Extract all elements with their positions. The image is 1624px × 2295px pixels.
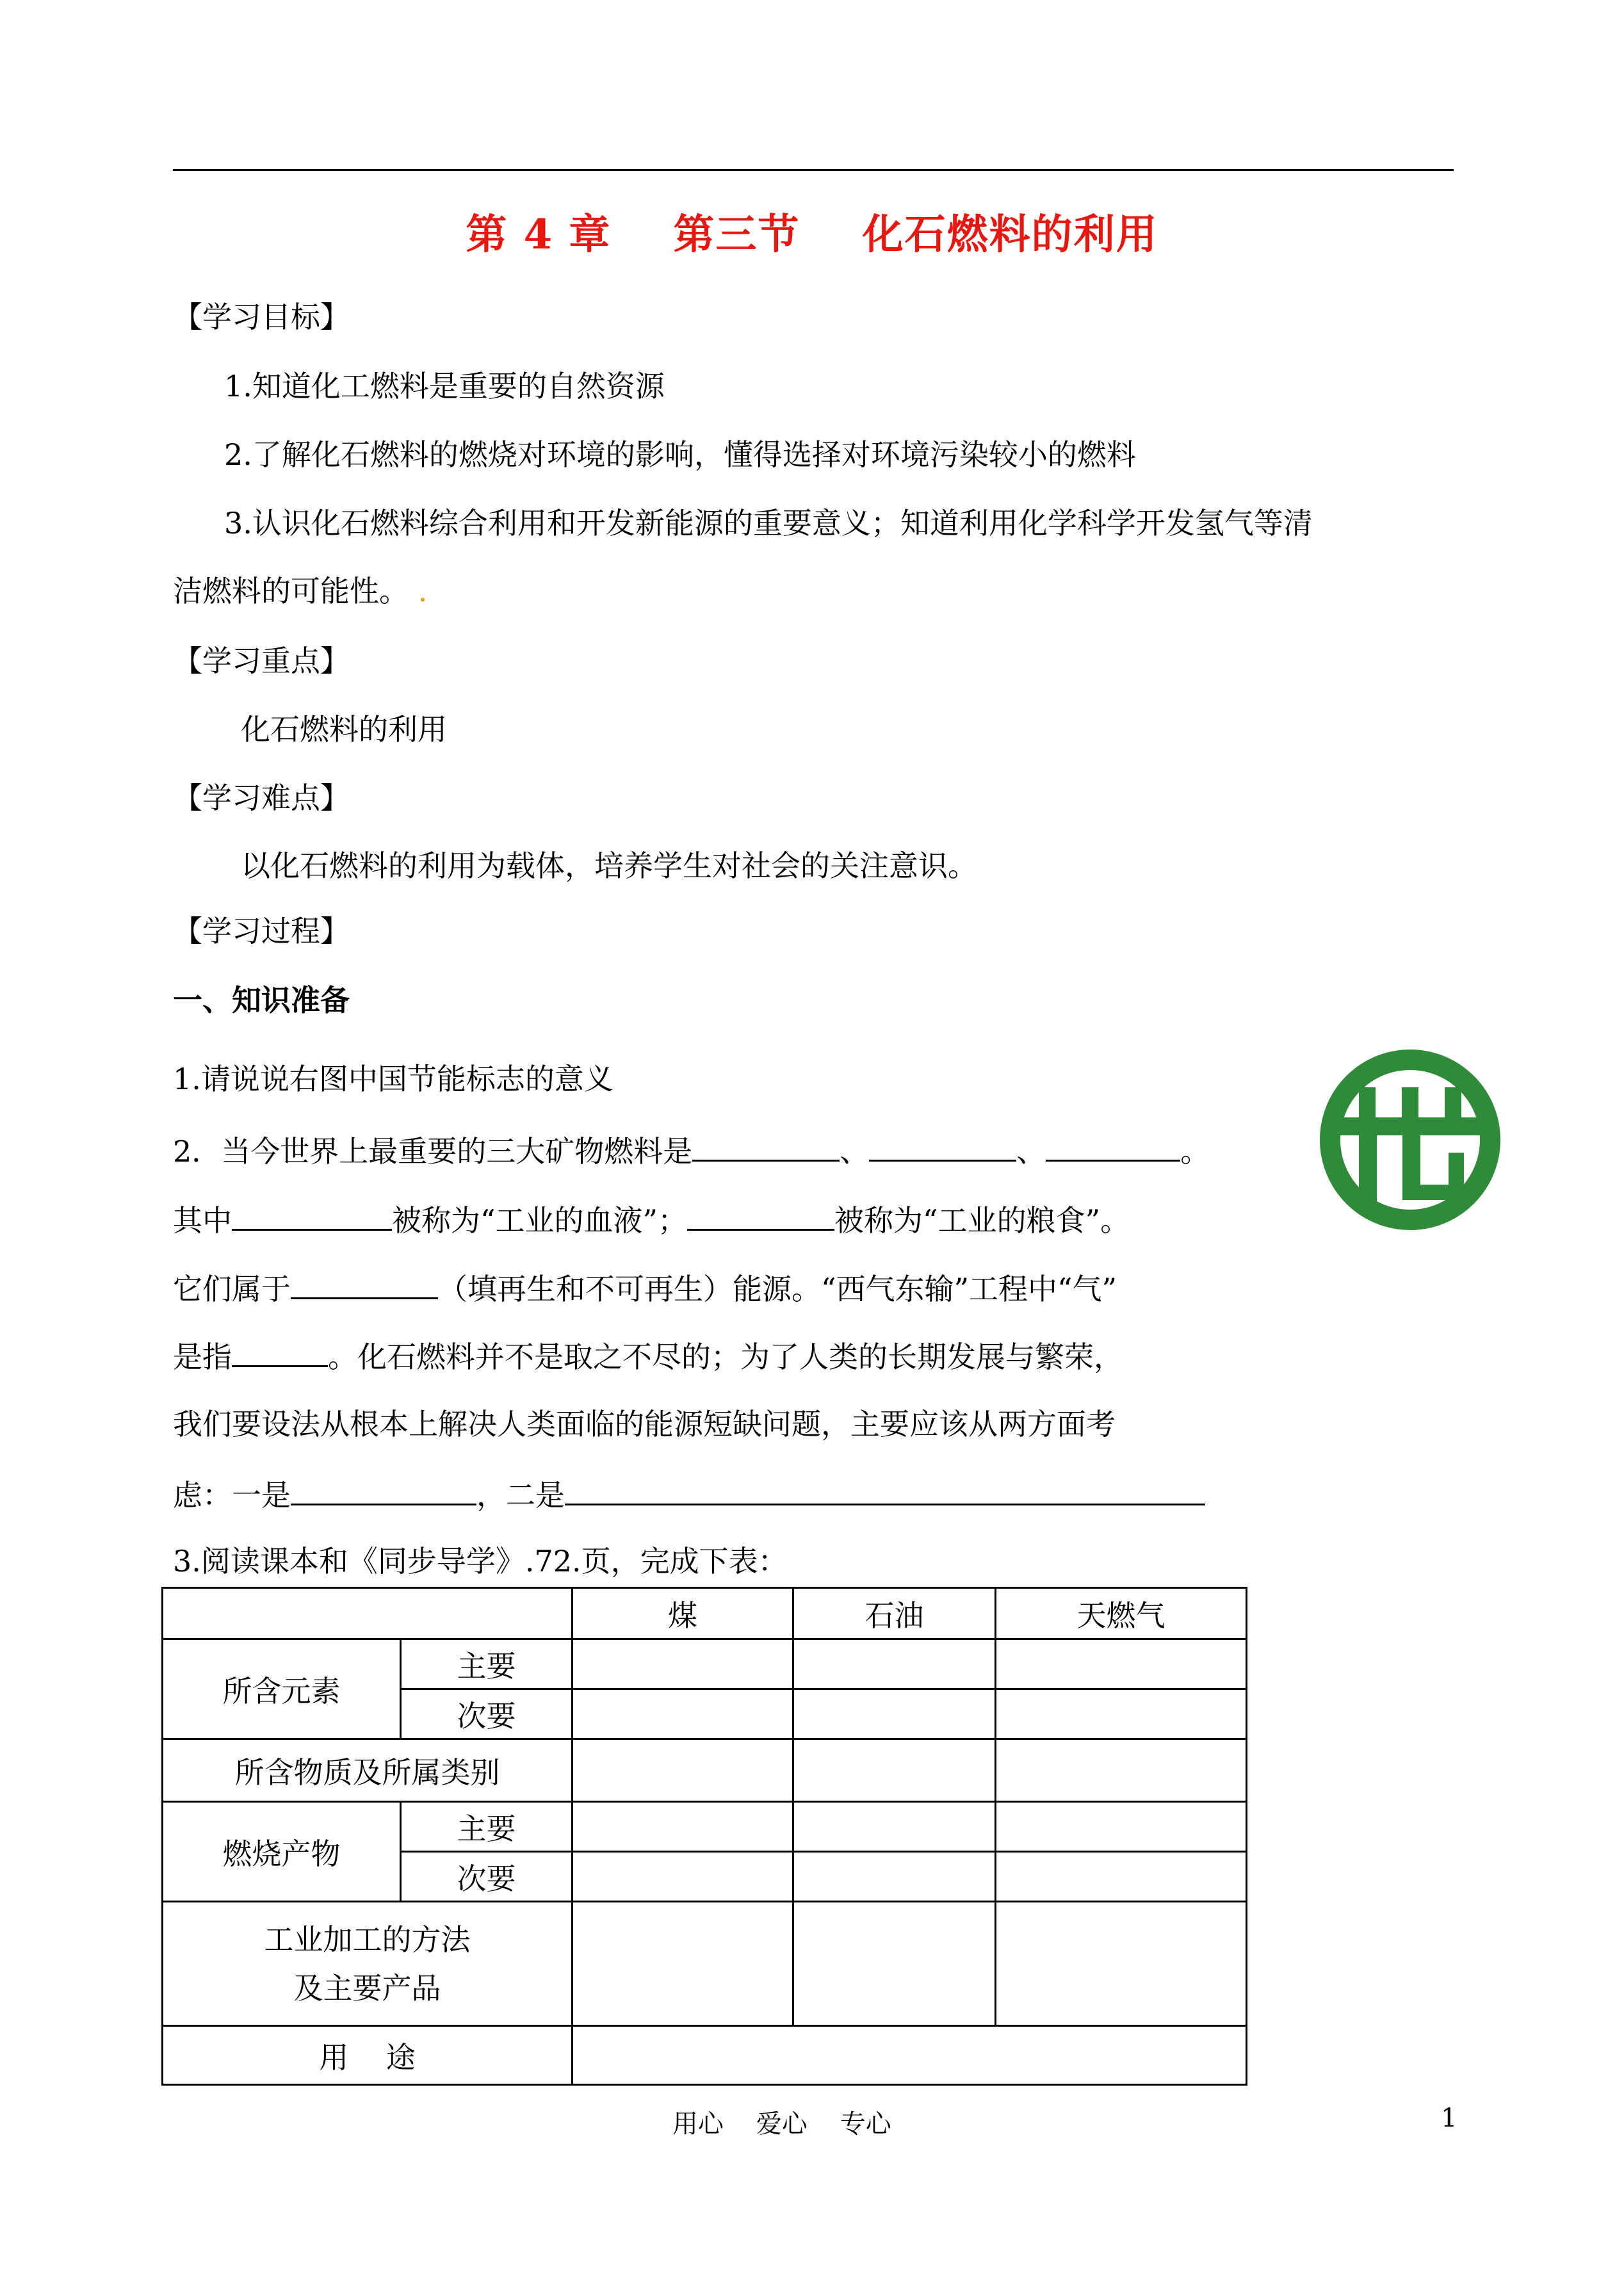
fossil-fuel-table — [161, 1587, 1247, 2086]
question-2-line-5: 我们要设法从根本上解决人类面临的能源短缺问题，主要应该从两方面考 — [173, 1407, 1116, 1441]
row-label-uses: 用 途 — [163, 2026, 572, 2085]
answer-blank-fuel-3[interactable] — [1046, 1130, 1180, 1162]
process-heading: 【学习过程】 — [173, 914, 350, 948]
goal-item-1: 1.知道化工燃料是重要的自然资源 — [224, 369, 665, 403]
goals-heading: 【学习目标】 — [173, 300, 350, 334]
answer-cell[interactable] — [793, 1902, 996, 2026]
answer-cell[interactable] — [996, 1902, 1247, 2026]
question-2-line-4: 是指 。化石燃料并不是取之不尽的；为了人类的长期发展与繁荣， — [173, 1336, 1123, 1376]
row-label-substances: 所含物质及所属类别 — [163, 1739, 572, 1802]
row-label-processing-line-2: 及主要产品 — [293, 1970, 441, 2006]
answer-cell[interactable] — [572, 1902, 793, 2026]
sub-label-main: 主要 — [401, 1639, 572, 1689]
key-points-heading: 【学习重点】 — [173, 644, 350, 678]
header-natural-gas: 天燃气 — [996, 1588, 1247, 1639]
answer-cell[interactable] — [572, 1689, 793, 1739]
answer-cell[interactable] — [793, 1802, 996, 1852]
answer-blank-industry-food[interactable] — [687, 1199, 834, 1231]
answer-cell[interactable] — [793, 1739, 996, 1802]
table-row — [163, 1802, 1247, 1852]
page-number: 1 — [1441, 2104, 1458, 2133]
question-2-line-1: 2．当今世界上最重要的三大矿物燃料是 、 、 。 — [173, 1130, 1210, 1171]
row-label-combustion-products: 燃烧产物 — [163, 1802, 401, 1902]
answer-blank-gas[interactable] — [232, 1336, 328, 1367]
row-label-processing-line-1: 工业加工的方法 — [264, 1922, 471, 1957]
key-points-text: 化石燃料的利用 — [241, 712, 447, 747]
part1-heading: 一、知识准备 — [173, 983, 350, 1018]
table-row — [163, 1739, 1247, 1802]
table-header-row — [163, 1588, 1247, 1639]
answer-blank-fuel-1[interactable] — [692, 1130, 840, 1162]
sub-label-secondary: 次要 — [401, 1689, 572, 1739]
sub-label-main: 主要 — [401, 1802, 572, 1852]
question-1: 1.请说说右图中国节能标志的意义 — [173, 1062, 613, 1096]
answer-cell[interactable] — [572, 1739, 793, 1802]
row-label-processing — [163, 1902, 572, 2026]
answer-cell-uses[interactable] — [572, 2026, 1247, 2085]
answer-cell[interactable] — [996, 1739, 1247, 1802]
answer-cell[interactable] — [572, 1639, 793, 1689]
header-petroleum: 石油 — [793, 1588, 996, 1639]
answer-blank-renewable[interactable] — [291, 1268, 438, 1299]
row-label-elements: 所含元素 — [163, 1639, 401, 1739]
difficulty-heading: 【学习难点】 — [173, 781, 350, 815]
answer-blank-aspect-2[interactable] — [565, 1474, 1205, 1505]
answer-blank-fuel-2[interactable] — [869, 1130, 1016, 1162]
goal-item-3: 3.认识化石燃料综合利用和开发新能源的重要意义；知道利用化学科学开发氢气等清 — [224, 506, 1313, 540]
table-row — [163, 1902, 1247, 2026]
answer-blank-aspect-1[interactable] — [291, 1474, 476, 1505]
answer-cell[interactable] — [572, 1852, 793, 1902]
answer-cell[interactable] — [793, 1689, 996, 1739]
answer-cell[interactable] — [996, 1852, 1247, 1902]
question-2-line-3: 它们属于 （填再生和不可再生）能源。“西气东输”工程中“气” — [173, 1268, 1117, 1308]
answer-blank-industry-blood[interactable] — [232, 1199, 392, 1231]
china-energy-saving-logo-icon — [1314, 1037, 1506, 1242]
goal-item-2: 2.了解化石燃料的燃烧对环境的影响，懂得选择对环境污染较小的燃料 — [224, 437, 1136, 472]
answer-cell[interactable] — [572, 1802, 793, 1852]
table-row — [163, 1639, 1247, 1689]
page-title: 第 4 章 第三节 化石燃料的利用 — [466, 211, 1158, 259]
goal-item-3-continued: 洁燃料的可能性。 . — [173, 574, 428, 608]
table-corner-cell — [163, 1588, 572, 1639]
header-rule — [173, 169, 1454, 171]
question-2-line-2: 其中 被称为“工业的血液”； 被称为“工业的粮食”。 — [173, 1199, 1130, 1240]
answer-cell[interactable] — [996, 1639, 1247, 1689]
answer-cell[interactable] — [996, 1689, 1247, 1739]
question-3: 3.阅读课本和《同步导学》.72.页，完成下表： — [173, 1544, 788, 1578]
answer-cell[interactable] — [793, 1852, 996, 1902]
difficulty-text: 以化石燃料的利用为载体，培养学生对社会的关注意识。 — [241, 848, 977, 883]
header-coal: 煤 — [572, 1588, 793, 1639]
sub-label-secondary: 次要 — [401, 1852, 572, 1902]
answer-cell[interactable] — [996, 1802, 1247, 1852]
answer-cell[interactable] — [793, 1639, 996, 1689]
table-row — [163, 2026, 1247, 2085]
footer-motto: 用心 爱心 专心 — [672, 2109, 891, 2139]
question-2-line-6: 虑：一是 ，二是 — [173, 1474, 1205, 1514]
